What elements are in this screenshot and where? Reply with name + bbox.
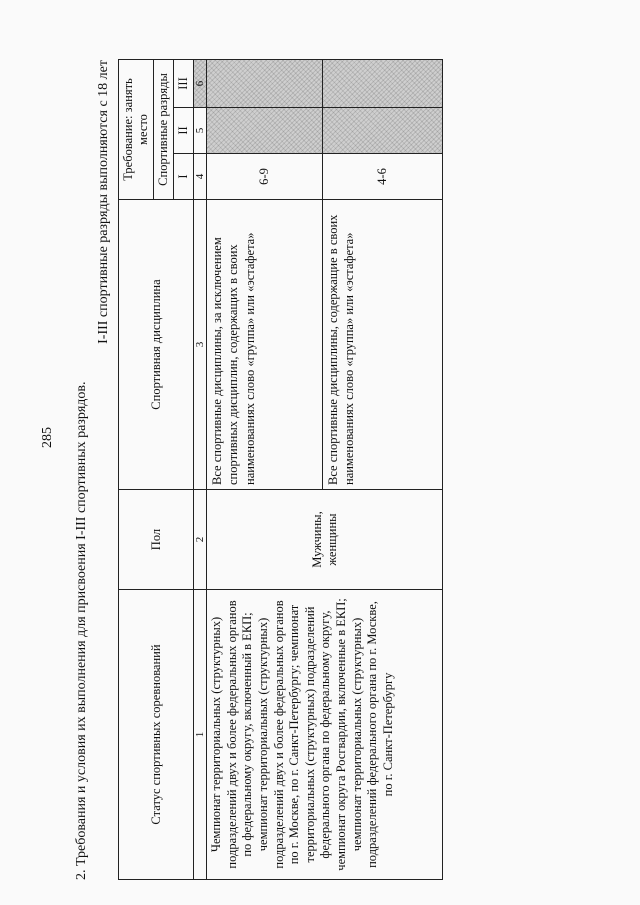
place-rank-1: 6-9: [207, 154, 323, 200]
shaded-cell: [207, 59, 323, 107]
shaded-cell: [207, 108, 323, 154]
rotated-page-content: [62, 60, 462, 880]
header-discipline: Спортивная дисциплина: [119, 200, 194, 490]
header-rank-3: III: [174, 59, 194, 107]
header-status: Статус спортивных соревнований: [119, 590, 194, 880]
column-number: 6: [194, 59, 207, 107]
header-rank-2: II: [174, 108, 194, 154]
header-sex: Пол: [119, 490, 194, 590]
section-heading: 2. Требования и условия их выполнения для присвоения I-III спортивных разрядов.: [74, 381, 89, 880]
header-rank-1: I: [174, 154, 194, 200]
header-requirement: Требование: занять место: [119, 59, 154, 199]
requirements-table: [118, 59, 443, 880]
discipline-group: Все спортивные дисциплины, содержащие в своих наименованиях слово «группа» или «эстафета»: [323, 200, 443, 490]
discipline-individual: Все спортивные дисциплины, за исключением спортивных дисциплин, содержащих в своих наименованиях слово «группа» или «эстафета»: [207, 200, 323, 490]
place-rank-1: 4-6: [323, 154, 443, 200]
column-number: 4: [194, 154, 207, 200]
table-row: [207, 59, 323, 879]
shaded-cell: [323, 59, 443, 107]
shaded-cell: [323, 108, 443, 154]
column-number: 3: [194, 200, 207, 490]
column-number-row: [194, 59, 207, 879]
page-number: 285: [40, 427, 55, 448]
column-number: 2: [194, 490, 207, 590]
header-ranks: Спортивные разряды: [154, 59, 174, 199]
competition-status: Чемпионат территориальных (структурных) подразделений двух и более федеральных органов по федеральному округу, включенный в ЕКП; чемпионат территориальных (структурных) подразделений двух и более федеральных органов по г. Москве, по г. Санкт-Петербургу; чемпионат территориальных (структурных) подразделений федерального органа по федеральному округу, чемпионат округа Росгвардии, включенные в ЕКП; чемпионат территориальных (структурных) подразделений федерального органа по г. Москве, по г. Санкт-Петербургу: [207, 590, 443, 880]
age-requirement: I-III спортивные разряды выполняются с 18 лет: [96, 60, 111, 344]
column-number: 5: [194, 108, 207, 154]
sex-cell: Мужчины, женщины: [207, 490, 443, 590]
column-number: 1: [194, 590, 207, 880]
